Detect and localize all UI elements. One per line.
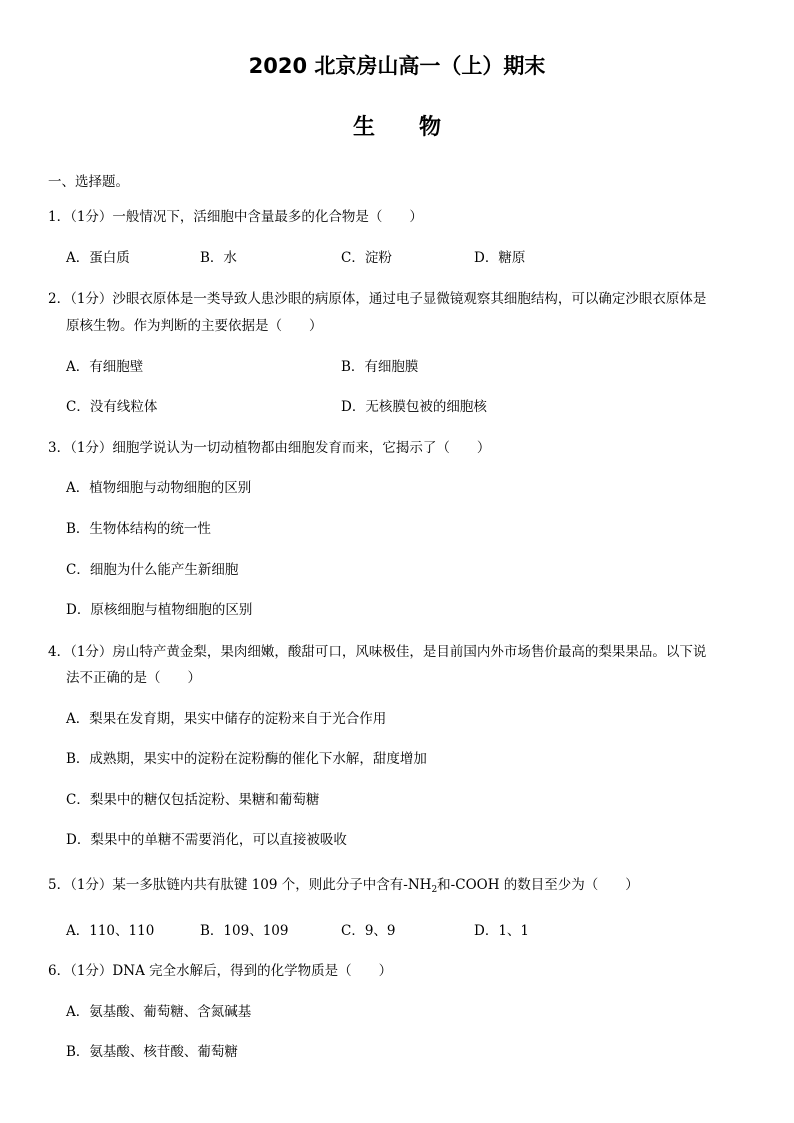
question-1-option-b: B．水 — [200, 250, 237, 266]
question-4-option-c: C．梨果中的糖仅包括淀粉、果糖和葡萄糖 — [66, 792, 320, 808]
question-4-stem-line1: 4．（1分）房山特产黄金梨，果肉细嫩，酸甜可口，风味极佳，是目前国内外市场售价最高的梨果果品。以下说 — [48, 644, 707, 660]
question-3-option-a: A．植物细胞与动物细胞的区别 — [66, 480, 252, 496]
question-2-stem-line2: 原核生物。作为判断的主要依据是（ ） — [66, 318, 323, 334]
question-4-option-a: A．梨果在发育期，果实中储存的淀粉来自于光合作用 — [66, 711, 387, 727]
question-2-option-b: B．有细胞膜 — [341, 359, 419, 375]
question-2-option-d: D．无核膜包被的细胞核 — [341, 399, 487, 415]
question-3-stem: 3．（1分）细胞学说认为一切动植物都由细胞发育而来，它揭示了（ ） — [48, 440, 491, 456]
subject-heading: 生物 — [352, 115, 485, 140]
question-5-option-a: A．110、110 — [66, 923, 155, 939]
question-2-stem-line1: 2．（1分）沙眼衣原体是一类导致人患沙眼的病原体，通过电子显微镜观察其细胞结构，可以确定沙眼衣原体是 — [48, 291, 707, 307]
question-3-option-b: B．生物体结构的统一性 — [66, 521, 211, 537]
question-2-option-a: A．有细胞壁 — [66, 359, 144, 375]
page-title: 2020 北京房山高一（上）期末 — [248, 54, 546, 78]
question-1-option-d: D．糖原 — [474, 250, 526, 266]
question-4-stem-line2: 法不正确的是（ ） — [66, 670, 201, 686]
question-3-option-c: C．细胞为什么能产生新细胞 — [66, 562, 239, 578]
question-5-option-d: D．1、1 — [474, 923, 530, 939]
question-6-option-a: A．氨基酸、葡萄糖、含氮碱基 — [66, 1004, 252, 1020]
question-1-stem: 1．（1分）一般情况下，活细胞中含量最多的化合物是（ ） — [48, 209, 423, 225]
question-6-option-b: B．氨基酸、核苷酸、葡萄糖 — [66, 1044, 238, 1060]
section-heading: 一、选择题。 — [48, 174, 129, 190]
question-6-stem: 6．（1分）DNA 完全水解后，得到的化学物质是（ ） — [48, 963, 393, 979]
question-5-stem-part1: 5．（1分）某一多肽链内共有肽键 109 个，则此分子中含有-NH — [48, 877, 432, 893]
question-4-option-b: B．成熟期，果实中的淀粉在淀粉酶的催化下水解，甜度增加 — [66, 751, 427, 767]
question-5-option-c: C．9、9 — [341, 923, 396, 939]
question-3-option-d: D．原核细胞与植物细胞的区别 — [66, 602, 253, 618]
question-5-stem-part2: 和-COOH 的数目至少为（ ） — [437, 877, 639, 893]
nh2-subscript: 2 — [431, 885, 438, 895]
question-5-stem — [48, 876, 639, 899]
question-1-option-a: A．蛋白质 — [66, 250, 130, 266]
question-2-option-c: C．没有线粒体 — [66, 399, 158, 415]
question-5-option-b: B．109、109 — [200, 923, 289, 939]
question-4-option-d: D．梨果中的单糖不需要消化，可以直接被吸收 — [66, 832, 347, 848]
question-1-option-c: C．淀粉 — [341, 250, 392, 266]
